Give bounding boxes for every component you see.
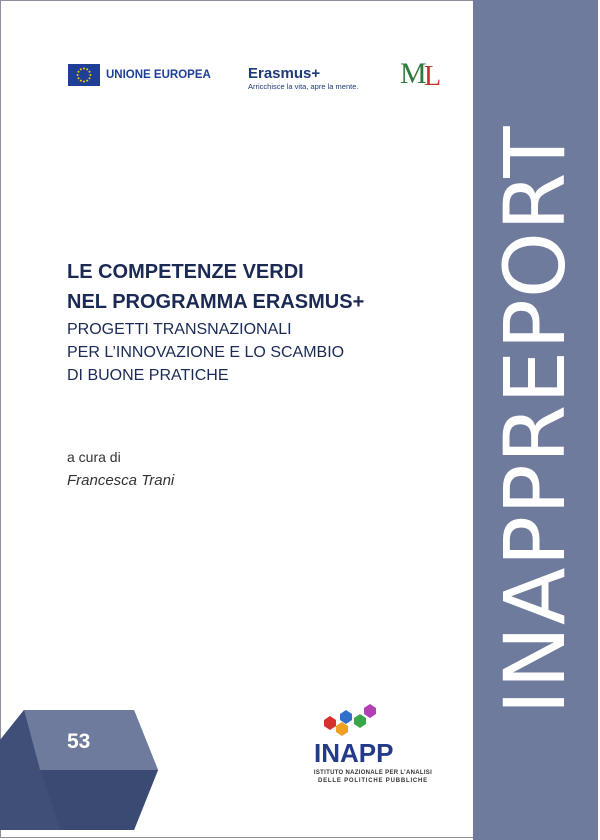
inapp-subtitle-1: ISTITUTO NAZIONALE PER L’ANALISI: [313, 770, 433, 776]
svg-text:M: M: [400, 57, 427, 88]
subtitle-line-3: DI BUONE PRATICHE: [67, 367, 229, 384]
inapp-logo: [312, 704, 434, 784]
inapp-cubes-icon: [318, 704, 378, 736]
svg-text:L: L: [424, 61, 442, 88]
report-title: [67, 257, 364, 317]
eu-flag-icon: [68, 64, 100, 86]
eu-logo: [68, 64, 211, 86]
subtitle-line-2: PER L’INNOVAZIONE E LO SCAMBIO: [67, 344, 345, 361]
series-title: INAPPREPORT: [486, 125, 584, 715]
inapp-name: INAPP: [314, 738, 394, 768]
ministry-ml-icon: [400, 56, 446, 88]
inapp-subtitle-2: DELLE POLITICHE PUBBLICHE: [317, 778, 428, 784]
erasmus-logo: [248, 66, 358, 92]
report-subtitle: [67, 318, 344, 387]
editor-name: Francesca Trani: [67, 472, 175, 489]
eu-label: UNIONE EUROPEA: [106, 69, 211, 81]
ministry-logo: [396, 56, 446, 96]
issue-number: 53: [67, 730, 91, 753]
issue-hexagon: [0, 700, 170, 840]
erasmus-tagline: Arricchisce la vita, apre la mente.: [248, 82, 359, 91]
edited-by-label: a cura di: [67, 449, 121, 465]
subtitle-line-1: PROGETTI TRANSNAZIONALI: [67, 321, 292, 338]
erasmus-name: Erasmus+: [248, 65, 321, 82]
title-line-2: NEL PROGRAMMA ERASMUS+: [67, 291, 365, 313]
title-line-1: LE COMPETENZE VERDI: [67, 261, 304, 283]
